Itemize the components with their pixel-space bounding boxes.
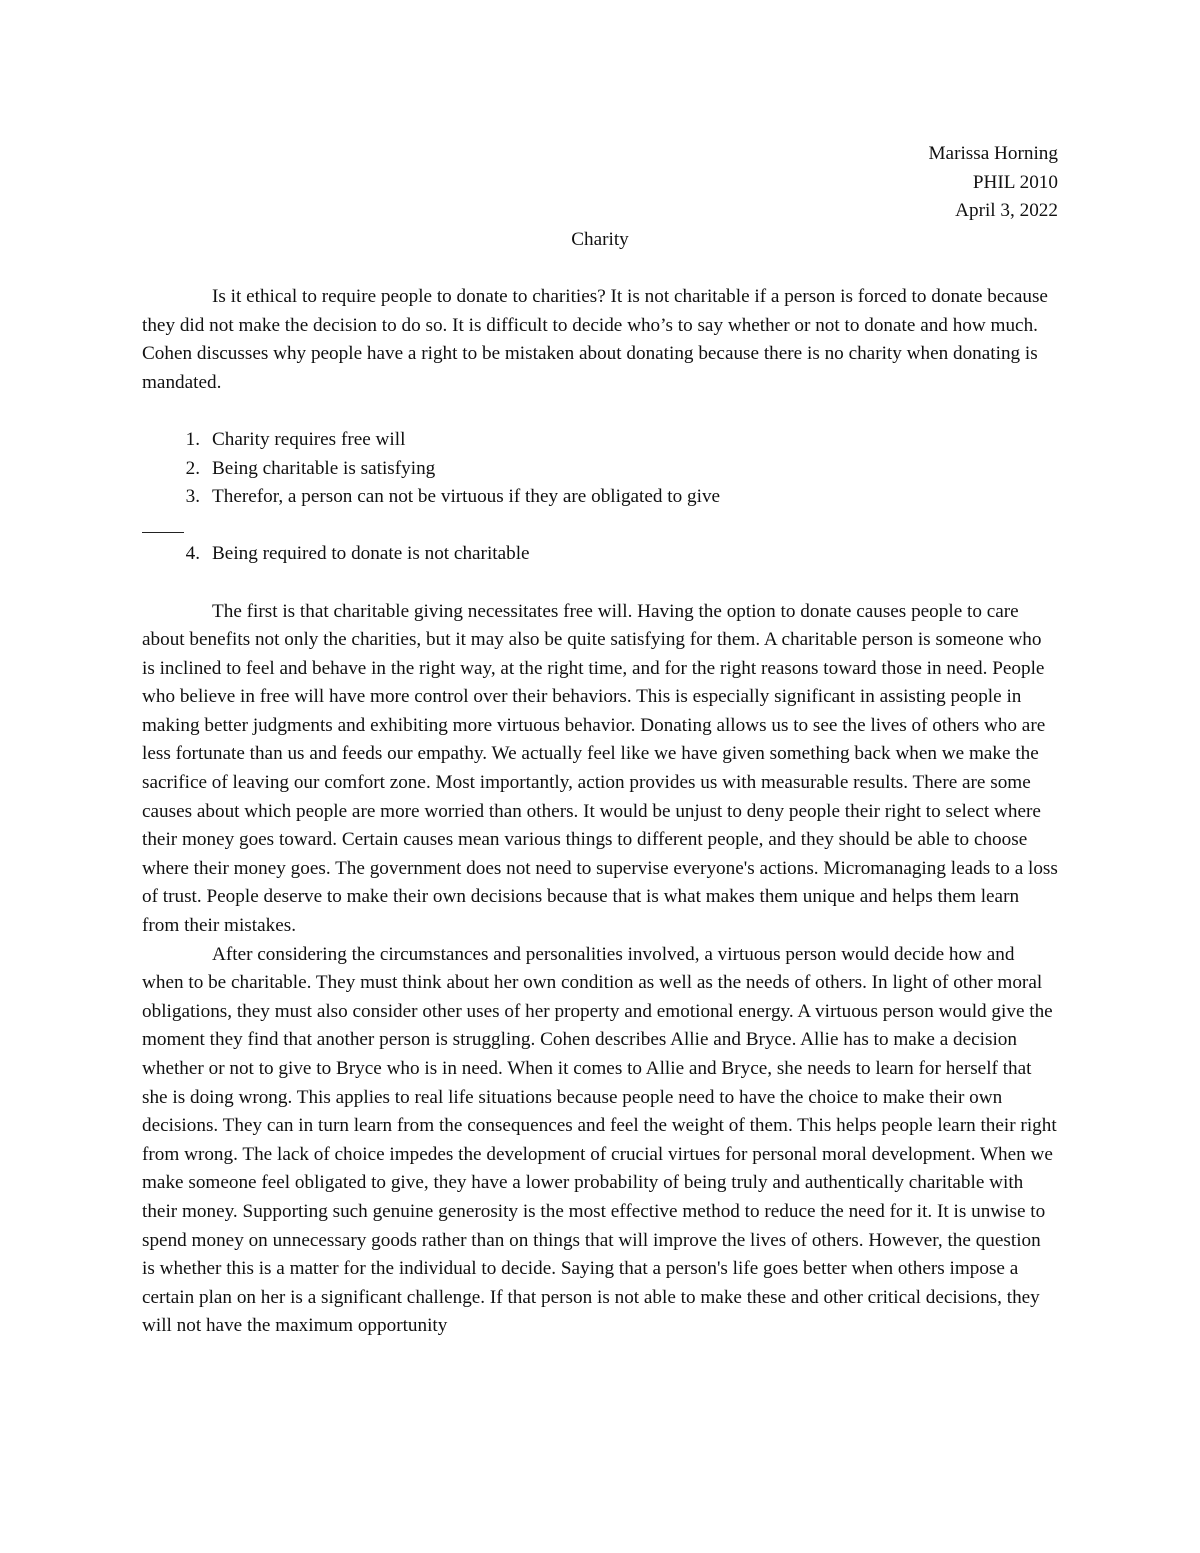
argument-list [142,426,1058,569]
conclusion-text: Being required to donate is not charitable [212,543,530,565]
document-content [142,140,1058,1341]
body-paragraph: After considering the circumstances and personalities involved, a virtuous person would decide how and when to be charitable. They must think about her own condition as well as the needs of others. In light of other moral obligations, they must also consider other uses of her property and emotional energy. A virtuous person would give the moment they find that another person is struggling. Cohen describes Allie and Bryce. Allie has to make a decision whether or not to give to Bryce who is in need. When it comes to Allie and Bryce, she needs to learn for herself that she is doing wrong. This applies to real life situations because people need to have the choice to make their own decisions. They can in turn learn from the consequences and feel the weight of them. This helps people learn their right from wrong. The lack of choice impedes the development of crucial virtues for personal moral development. When we make someone feel obligated to give, they have a lower probability of being truly and authentically charitable with their money. Supporting such genuine generosity is the most effective method to reduce the need for it. It is unwise to spend money on unnecessary goods rather than on things that will improve the lives of others. However, the question is whether this is a matter for the individual to decide. Saying that a person's life goes better when others impose a certain plan on her is a significant challenge. If that person is not able to make these and other critical decisions, they will not have the maximum opportunity [142,943,1057,1337]
conclusion-divider [142,532,184,533]
premise-text: Therefor, a person can not be virtuous if they are obligated to give [212,486,721,508]
intro-paragraph: Is it ethical to require people to donate to charities? It is not charitable if a person is forced to donate because they did not make the decision to do so. It is difficult to decide who’s to say whether or not to donate and how much. Cohen discusses why people have a right to be mistaken about donating because there is no charity when donating is mandated. [142,285,1048,393]
document-date: April 3, 2022 [955,200,1058,222]
premise-number: 2. [185,457,200,479]
body-paragraph: The first is that charitable giving necessitates free will. Having the option to donate causes people to care about benefits not only the charities, but it may also be quite satisfying for them. A charitable person is someone who is inclined to feel and behave in the right way, at the right time, and for the right reasons toward those in need. People who believe in free will have more control over their behaviors. This is especially significant in assisting people in making better judgments and exhibiting more virtuous behavior. Donating allows us to see the lives of others who are less fortunate than us and feeds our empathy. We actually feel like we have given something back when we make the sacrifice of leaving our comfort zone. Most importantly, action provides us with measurable results. There are some causes about which people are more worried than others. It would be unjust to deny people their right to select where their money goes toward. Certain causes mean various things to different people, and they should be able to choose where their money goes. The government does not need to supervise everyone's actions. Micromanaging leads to a loss of trust. People deserve to make their own decisions because that is what makes them unique and helps them learn from their mistakes. [142,600,1058,937]
premise-item [142,426,1058,455]
course-code: PHIL 2010 [972,171,1058,193]
premise-number: 3. [185,486,200,508]
page-title: Charity [571,228,629,250]
author-name: Marissa Horning [928,143,1058,164]
premise-item [142,483,1058,512]
premise-item [142,455,1058,484]
conclusion-divider-row [142,512,1058,541]
conclusion-item [142,540,1058,569]
premise-text: Charity requires free will [212,428,406,450]
premise-text: Being charitable is satisfying [212,457,436,479]
header-block [142,140,1058,226]
premise-number: 1. [185,428,200,450]
conclusion-number: 4. [185,543,200,565]
